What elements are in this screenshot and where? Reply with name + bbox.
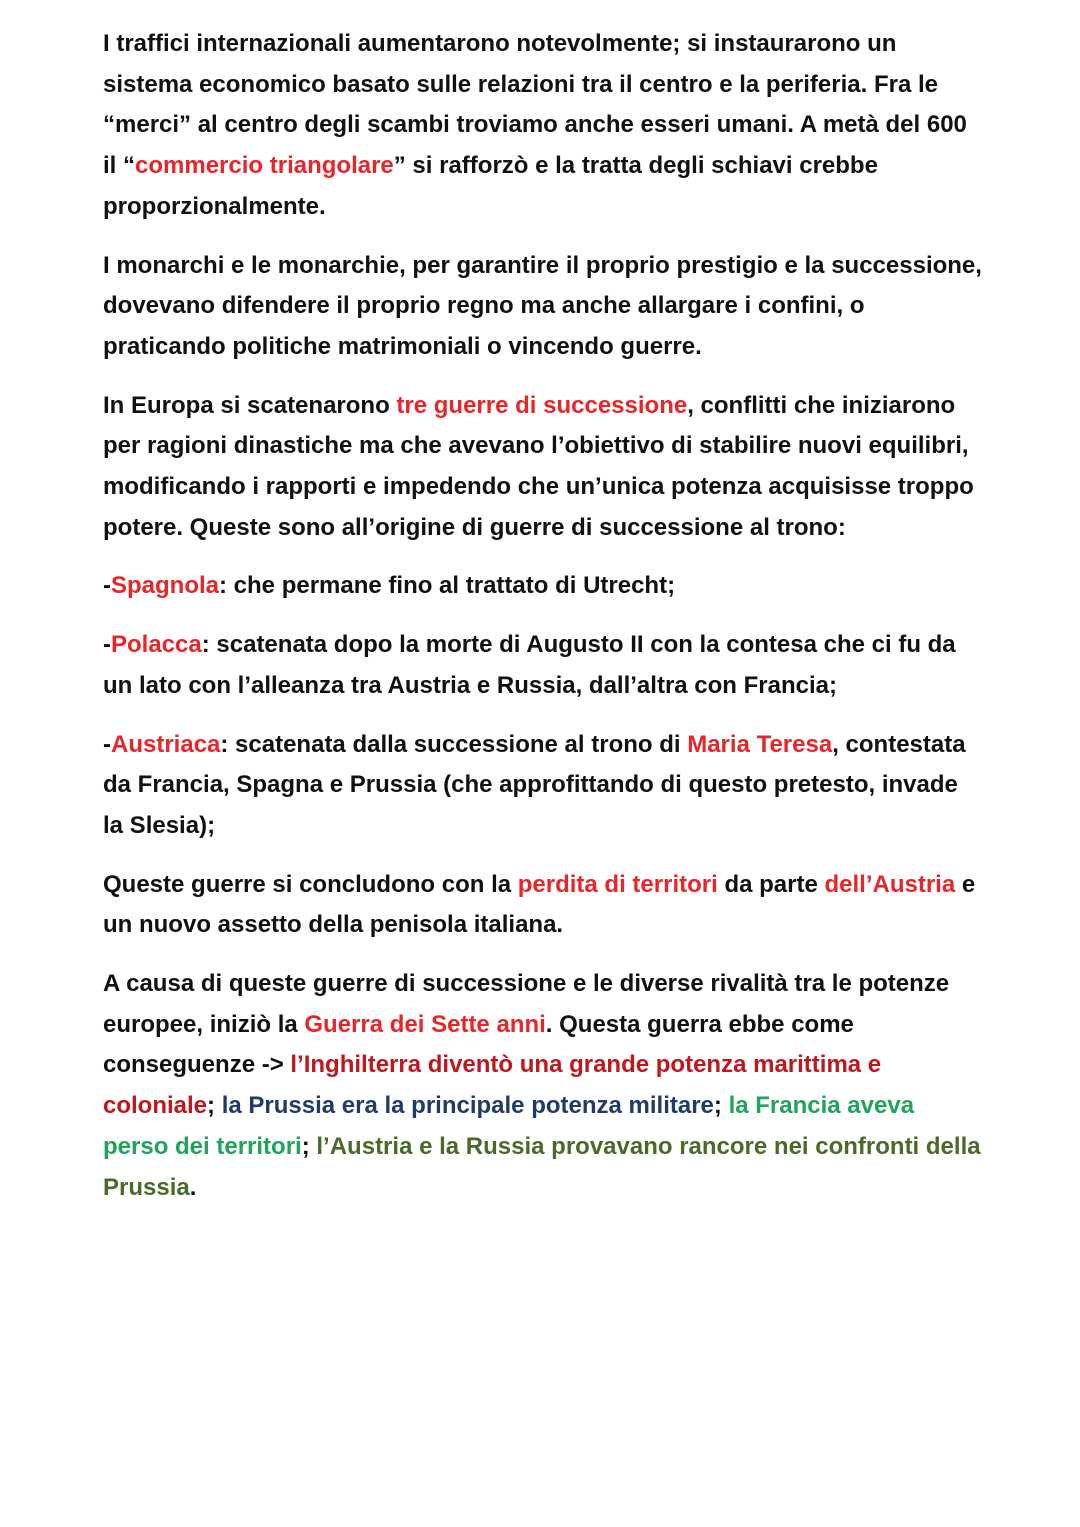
highlight-maria-teresa: Maria Teresa — [687, 730, 833, 758]
text: ; — [713, 1092, 729, 1120]
paragraph-atlantic-trade — [103, 24, 983, 228]
text: : che permane fino al trattato di Utrecht; — [219, 572, 676, 600]
text: . Questa guerra ebbe come conseguenze -> — [103, 1010, 854, 1079]
text: - — [103, 572, 111, 600]
text: : scatenata dopo la morte di Augusto II con la contesa che ci fu da un lato con l’alleanza tra Austria e Russia, dall’altra con Francia; — [103, 631, 956, 699]
text: ; — [207, 1092, 222, 1120]
text: - — [103, 730, 111, 758]
text: In Europa si scatenarono — [103, 391, 397, 419]
highlight-tre-guerre: tre guerre di successione — [396, 391, 688, 419]
text: , conflitti che iniziarono per ragioni dinastiche ma che avevano l’obiettivo di stabilire nuovi equilibri, modificando i rapporti e impedendo che un’unica potenza acquisisse troppo potere. Queste sono all’origine di guerre di successione al trono: — [103, 391, 974, 541]
text: da parte — [717, 870, 825, 898]
highlight-inghilterra: l’Inghilterra diventò una grande potenza marittima e coloniale — [103, 1051, 882, 1120]
paragraph-seven-years-war — [103, 964, 983, 1208]
highlight-perdita-territori: perdita di territori — [517, 870, 718, 898]
list-item-polacca — [103, 625, 983, 706]
highlight-spagnola: Spagnola — [111, 572, 220, 600]
text: . — [189, 1173, 197, 1201]
document-page — [103, 24, 983, 1226]
list-item-spagnola — [103, 566, 983, 607]
paragraph-monarchs — [103, 246, 983, 368]
paragraph-conclusion — [103, 865, 983, 946]
text: ; — [301, 1132, 317, 1160]
text: , contestata da Francia, Spagna e Prussia (che approfittando di questo pretesto, invade la Slesia); — [103, 730, 966, 839]
paragraph-succession-wars — [103, 386, 983, 549]
highlight-austriaca: Austriaca — [111, 730, 221, 758]
highlight-austria-russia: l’Austria e la Russia provavano rancore nei confronti della Prussia — [103, 1132, 981, 1201]
text: I monarchi e le monarchie, per garantire il proprio prestigio e la successione, dovevano difendere il proprio regno ma anche allargare i confini, o praticando politiche matrimoniali o vincendo guerre. — [103, 251, 982, 360]
text: A causa di queste guerre di successione e le diverse rivalità tra le potenze europee, iniziò la — [103, 970, 950, 1038]
highlight-polacca: Polacca — [111, 631, 202, 659]
text: : scatenata dalla successione al trono di — [220, 730, 688, 758]
text: e un nuovo assetto della penisola italiana. — [103, 870, 976, 939]
text: I traffici internazionali aumentarono notevolmente; si instaurarono un sistema economico basato sulle relazioni tra il centro e la periferia. Fra le “merci” al centro degli scambi troviamo anche esseri umani. A metà del 600 il “ — [103, 30, 967, 180]
text: ” si rafforzò e la tratta degli schiavi crebbe proporzionalmente. — [103, 152, 878, 220]
highlight-guerra-sette-anni: Guerra dei Sette anni — [304, 1010, 546, 1038]
text: Queste guerre si concludono con la — [103, 870, 518, 898]
highlight-francia: la Francia aveva perso dei territori — [103, 1092, 915, 1160]
text: - — [103, 631, 111, 659]
list-item-austriaca — [103, 725, 983, 847]
highlight-austria: dell’Austria — [824, 870, 956, 898]
highlight-commercio-triangolare: commercio triangolare — [135, 152, 394, 180]
highlight-prussia: la Prussia era la principale potenza militare — [221, 1092, 714, 1120]
